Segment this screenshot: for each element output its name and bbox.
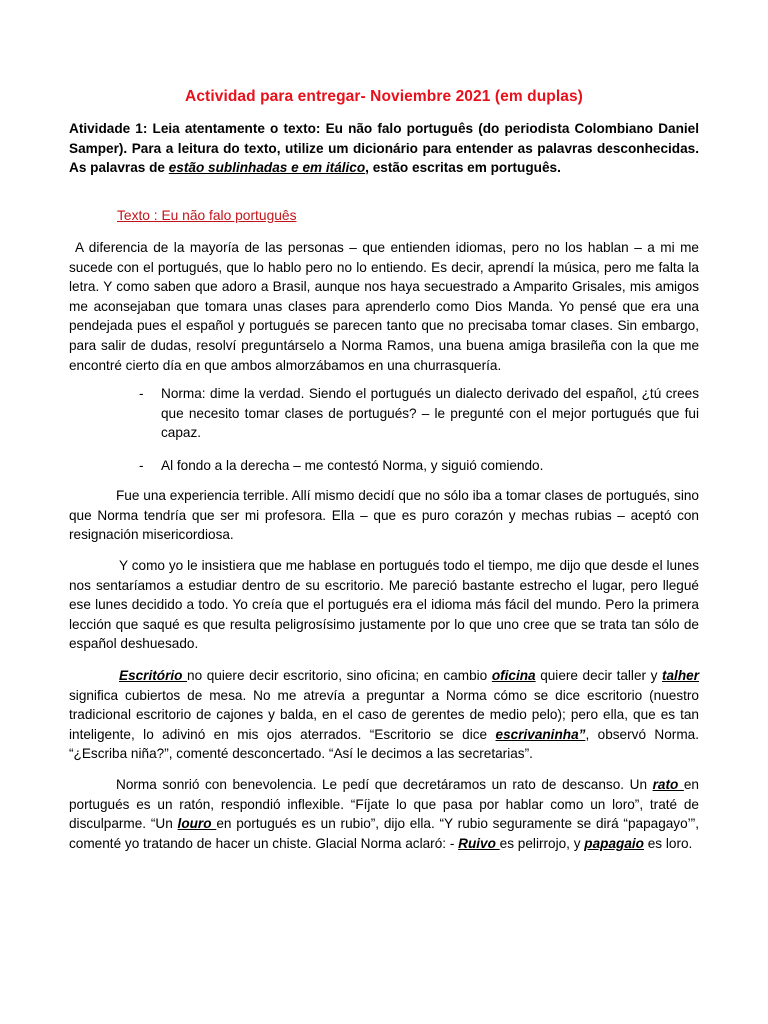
document-title: Actividad para entregar- Noviembre 2021 (em duplas) bbox=[185, 88, 583, 105]
paragraph-text: es loro. bbox=[643, 835, 693, 851]
paragraph-text: quiere decir taller y bbox=[535, 668, 662, 683]
paragraph-1: A diferencia de la mayoría de las personas – que entienden idiomas, pero no los hablan – a mi me sucede con el portugués, que lo hablo pero no lo entiendo. Es decir, aprendí la música, pero me falta la letra. Y como saben que adoro a Brasil, aunque nos haya secuestrado a Amparito Grisales, mis amigos me aconsejaban que tomara unas clases para aprenderlo como Dios Manda. Yo pensé que era una pendejada pues el español y portugués se parecen tanto que no precisaba tomar clases. Sin embargo, para salir de dudas, resolví preguntárselo a Norma Ramos, una buena amiga brasileña con la que me encontré cierto día en que ambos almorzábamos en una churrasquería. bbox=[69, 240, 699, 373]
dialogue-text: Al fondo a la derecha – me contestó Norma, y siguió comiendo. bbox=[161, 458, 544, 473]
paragraph-5 bbox=[69, 775, 699, 853]
portuguese-word: louro bbox=[177, 816, 217, 832]
portuguese-word: rato bbox=[652, 777, 684, 792]
activity-instructions bbox=[69, 119, 699, 178]
paragraph-text: significa cubiertos de mesa. No me atrevía a preguntar a Norma cómo se dice escritorio (nuestro tradicional escritorio de cajones y balda, en el caso de gerentes de medio pelo); pero ella, que es tan inteligente, lo adivinó en mis ojos aterrados. “Escritorio se dice bbox=[69, 687, 699, 742]
paragraph-3: Y como yo le insistiera que me hablase en portugués todo el tiempo, me dijo que desde el lunes nos sentaríamos a estudiar dentro de su escritorio. Me pareció bastante estrecho el lugar, pero llegué ese lunes decidido a todo. Yo creía que el portugués era el idioma más fácil del mundo. Pero la primera lección que saqué es que resulta peligrosísimo justamente por lo que uno cree que se trata tan sólo de español deshuesado. bbox=[69, 558, 699, 652]
paragraph-text: es pelirrojo, y bbox=[499, 835, 585, 851]
paragraph-4 bbox=[69, 666, 699, 764]
dialogue-dash: - bbox=[139, 458, 144, 473]
portuguese-word: Ruivo bbox=[458, 835, 500, 851]
paragraph-text: en portugués es un rubio”, dijo ella. “Y rubio seguramente se dirá “papagayo’”, comenté yo tratando de hacer un chiste. Glacial Norma aclaró: - bbox=[69, 816, 699, 851]
paragraph-text: Norma sonrió con benevolencia. Le pedí que decretáramos un rato de descanso. Un bbox=[116, 777, 653, 792]
portuguese-word: papagaio bbox=[584, 835, 644, 851]
paragraph-text: , observó Norma. “¿Escriba niña?”, comenté desconcertado. “Así le decimos a las secretarias”. bbox=[69, 726, 699, 762]
text-title: Texto : Eu não falo português bbox=[117, 208, 297, 223]
instructions-text-2: , estão escritas em português. bbox=[365, 160, 561, 176]
paragraph-2: Fue una experiencia terrible. Allí mismo decidí que no sólo iba a tomar clases de portugués, sino que Norma tendría que ser mi profesora. Ella – que es puro corazón y mechas rubias – aceptó con resignación misericordiosa. bbox=[69, 488, 699, 543]
dialogue-line-1 bbox=[77, 384, 699, 443]
instructions-text-1: Atividade 1: Leia atentamente o texto: Eu não falo português (do periodista Colombiano Daniel Samper). Para a leitura do texto, utilize um dicionário para entender as palavras desconhecidas. As palavras de bbox=[69, 121, 699, 176]
dialogue-dash: - bbox=[139, 386, 144, 401]
portuguese-word: talher bbox=[661, 668, 699, 683]
portuguese-word: oficina bbox=[491, 668, 536, 683]
dialogue-line-2 bbox=[77, 456, 699, 476]
paragraph-text: en portugués es un ratón, respondió inflexible. “Fíjate lo que pasa por hablar como un loro”, traté de disculparme. “Un bbox=[69, 777, 699, 832]
dialogue-text: Norma: dime la verdad. Siendo el portugués un dialecto derivado del español, ¿tú crees que necesito tomar clases de portugués? – le pregunté con el mejor portugués que fui capaz. bbox=[161, 386, 699, 441]
portuguese-word: Escritório bbox=[119, 668, 188, 683]
paragraph-text: no quiere decir escritorio, sino oficina; en cambio bbox=[187, 668, 492, 683]
instructions-underlined-phrase: estão sublinhadas e em itálico bbox=[168, 160, 366, 176]
portuguese-word: escrivaninha” bbox=[495, 726, 586, 742]
